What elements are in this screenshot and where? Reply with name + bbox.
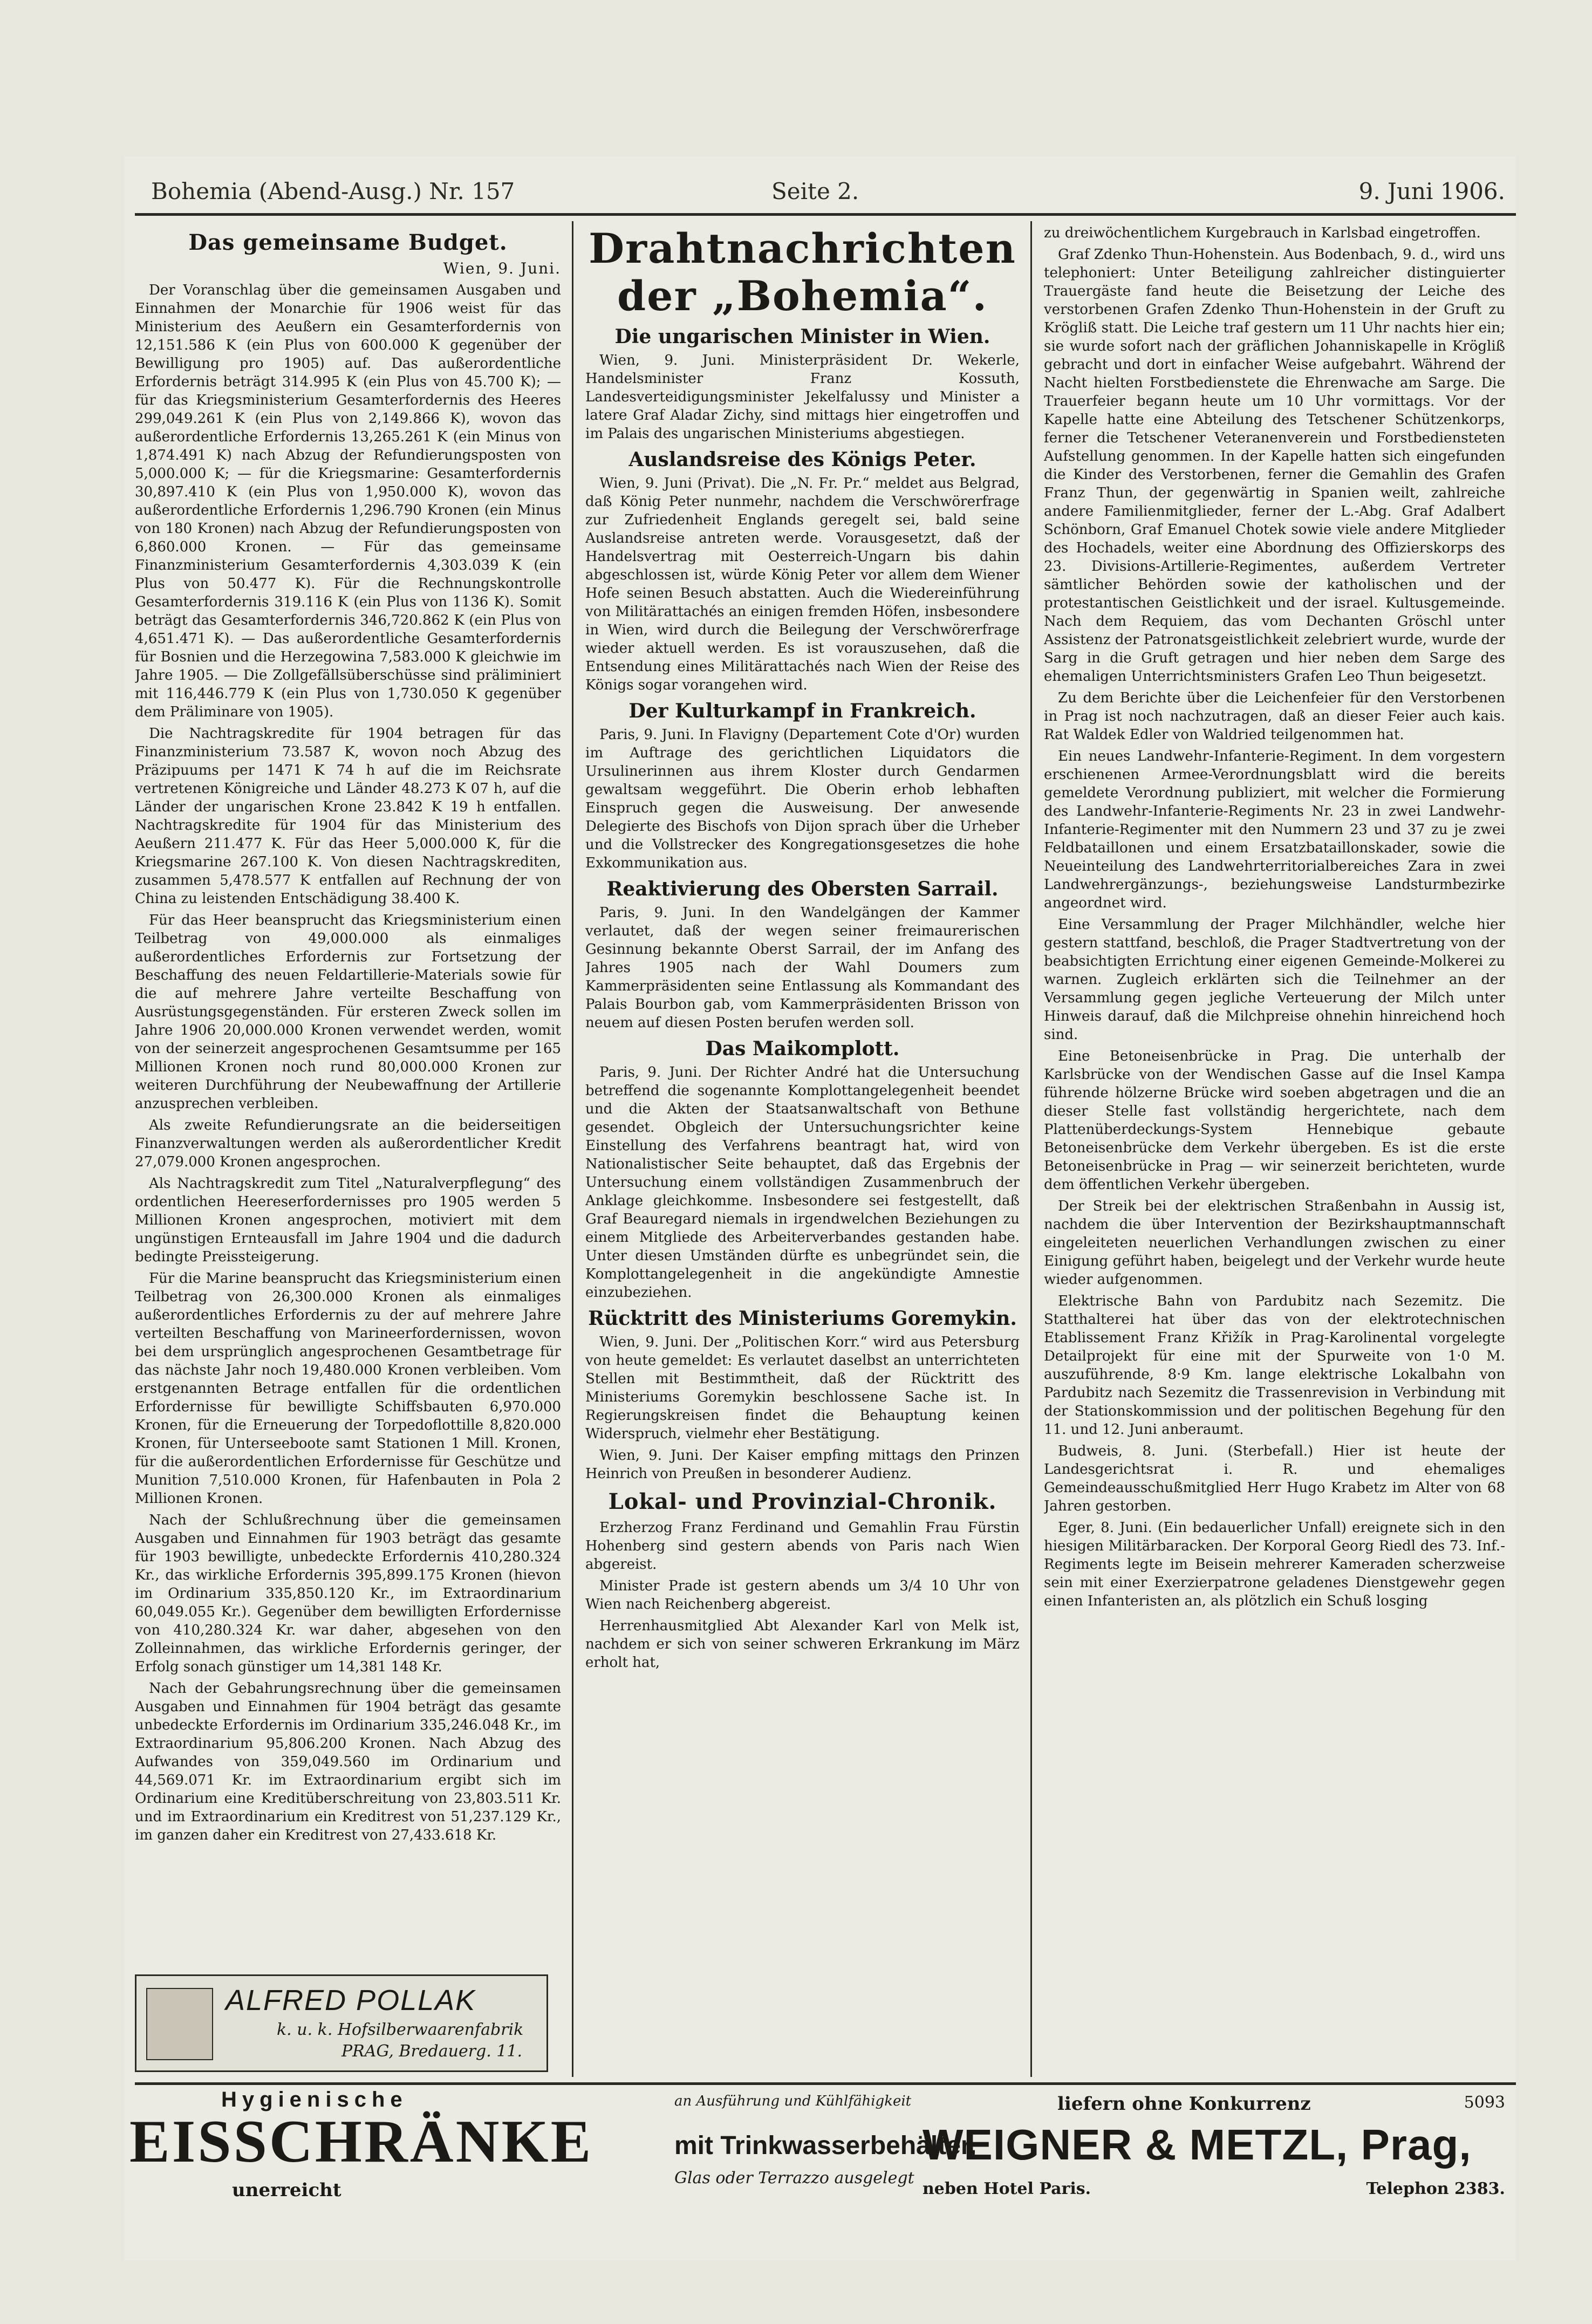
ad-firm: WEIGNER & METZL, Prag,	[923, 2121, 1472, 2169]
paragraph: Ein neues Landwehr-Infanterie-Regiment. In dem vorgestern erschienenen Armee-Verordnungsblatt wird die bereits gemeldete Verordnung publiziert, mit welcher die Formierung des Landwehr-Infanterie-Regiments Nr. 23 in zwei Landwehr-Infanterie-Regimenter mit den Nummern 23 und 37 zu je zwei Feldbataillonen und einem Ersatzbataillonskader, sowie die Neueinteilung des Landwehrterritorialbereiches Zara in zwei Landwehrergänzungs-, beziehungsweise Landsturmbezirke angeordnet wird.	[1044, 748, 1505, 911]
article-title: Reaktivierung des Obersten Sarrail.	[606, 878, 999, 900]
article-title: Rücktritt des Ministeriums Goremykin.	[588, 1307, 1017, 1330]
article-title-budget: Das gemeinsame Budget.	[188, 230, 508, 255]
paragraph: Wien, 9. Juni. Der „Politischen Korr.“ wird aus Petersburg von heute gemeldet: Es verlautet daselbst an unterrichteten Stellen mit Bestimmtheit, daß der Rücktritt des Ministeriums Goremykin beschlossene Sache ist. In Regierungskreisen findet die Behauptung keinen Widerspruch, vielmehr eher Bestätigung.	[585, 1334, 1020, 1442]
paragraph: Für die Marine beansprucht das Kriegsministerium einen Teilbetrag von 26,300.000 Kronen als einmaliges außerordentliches Erfordernis zu der auf mehrere Jahre verteilten Beschaffung von Marineerfordernissen, wovon bei dem ursprünglich angesprochenen Gesamtbetrage für das nächste Jahr noch 19,480.000 Kronen verbleiben. Vom erstgenannten Betrage entfallen für die ordentlichen Erfordernisse für bewilligte Schiffsbauten 6,970.000 Kronen, für die Erneuerung der Torpedoflottille 8,820.000 Kronen, für Unterseeboote samt Stationen 1 Mill. Kronen, für die außerordentlichen Erfordernisse für Geschütze und Munition 7,510.000 Kronen, für Hafenbauten in Pola 2 Millionen Kronen.	[135, 1270, 561, 1507]
ad-feature: mit Trinkwasserbehälter,	[674, 2131, 977, 2160]
page-number: Seite 2.	[771, 178, 859, 204]
issue-date: 9. Juni 1906.	[1358, 178, 1505, 204]
ad-product-name: EISSCHRÄNKE	[129, 2108, 593, 2175]
advertisement-icebox	[124, 2088, 1516, 2239]
paragraph: Der Streik bei der elektrischen Straßenbahn in Aussig ist, nachdem die über Intervention der Bezirkshauptmannschaft eingeleiteten neuerlichen Verhandlungen zwischen zu einer Einigung geführt haben, beigelegt und der Verkehr wurde heute wieder aufgenommen.	[1044, 1198, 1505, 1288]
ad-firm-name: ALFRED POLLAK	[226, 1984, 476, 2017]
dateline: Wien, 9. Juni.	[443, 259, 561, 277]
ad-firm-description: k. u. k. Hofsilberwaarenfabrik	[277, 2020, 524, 2039]
article-title: Die ungarischen Minister in Wien.	[614, 325, 990, 348]
paragraph: Wien, 9. Juni (Privat). Die „N. Fr. Pr.“ meldet aus Belgrad, daß König Peter nunmehr, nachdem die Verschwörerfrage zur Zufriedenheit Englands geregelt sei, bald seine Auslandsreise antreten werde. Vorausgesetzt, daß der Handelsvertrag mit Oesterreich-Ungarn bis dahin abgeschlossen ist, würde König Peter vor allem dem Wiener Hofe seinen Besuch abstatten. Auch die Wiedereinführung von Militärattachés an einigen fremden Höfen, insbesondere in Wien, wird durch die Beilegung der Verschwörerfrage wieder aktuell werden. Es ist vorauszusehen, daß die Entsendung eines Militärattachés nach Wien der Reise des Königs sogar vorangehen wird.	[585, 475, 1020, 693]
header-rule	[135, 213, 1516, 216]
paragraph: Zu dem Berichte über die Leichenfeier für den Verstorbenen in Prag ist noch nachzutragen, daß an dieser Feier auch kais. Rat Waldek Edler von Waldried teilgenommen hat.	[1044, 690, 1505, 743]
page-header	[151, 178, 1505, 210]
ad-firm-address: PRAG, Bredauerg. 11.	[341, 2042, 523, 2061]
paragraph: Erzherzog Franz Ferdinand und Gemahlin Frau Fürstin Hohenberg sind gestern abends von Paris nach Wien abgereist.	[585, 1520, 1020, 1573]
paragraph: Wien, 9. Juni. Der Kaiser empfing mittags den Prinzen Heinrich von Preußen in besonderer Audienz.	[585, 1447, 1020, 1482]
newspaper-page	[124, 156, 1516, 2260]
pollak-logo	[146, 1988, 213, 2060]
column-local-news	[1044, 224, 1505, 2080]
paragraph: Der Voranschlag über die gemeinsamen Ausgaben und Einnahmen der Monarchie für 1906 weist für das Ministerium des Aeußern ein Gesamterfordernis von 12,151.586 K (ein Plus von 600.000 K gegenüber der Bewilligung pro 1905) auf. Das außerordentliche Erfordernis beträgt 314.995 K (ein Plus von 45.700 K); — für das Kriegsministerium Gesamterfordernis des Heeres 299,049.261 K (ein Plus von 2,149.866 K), wovon das außerordentliche Erfordernis 13,265.261 K (ein Minus von 1,874.491 K) nach Abzug der Refundierungsposten von 5,000.000 K; — für die Kriegsmarine: Gesamterfordernis 30,897.410 K (ein Plus von 1,950.000 K), wovon das außerordentliche Erfordernis 1,296.790 Kronen (ein Minus von 180 Kronen) nach Abzug der Refundierungsposten von 6,860.000 Kronen. — Für das gemeinsame Finanzministerium Gesamterfordernis 4,303.039 K (ein Plus von 50.477 K). Für die Rechnungskontrolle Gesamterfordernis 319.116 K (ein Plus von 1136 K). Somit beträgt das Gesamterfordernis 346,720.862 K (ein Plus von 4,651.471 K). — Das außerordentliche Gesamterfordernis für Bosnien und die Herzegowina 7,583.000 K gleichwie im Jahre 1905. — Die Zollgefällsüberschüsse sind präliminiert mit 116,446.779 K (ein Plus von 1,730.050 K gegenüber dem Präliminare von 1905).	[135, 282, 561, 720]
section-title-local-chronicle: Lokal- und Provinzial-Chronik.	[608, 1489, 997, 1514]
paragraph: Als zweite Refundierungsrate an die beiderseitigen Finanzverwaltungen werden als außerordentlicher Kredit 27,079.000 Kronen angesprochen.	[135, 1117, 561, 1170]
paragraph: Die Nachtragskredite für 1904 betragen für das Finanzministerium 73.587 K, wovon noch Abzug des Präzipuums per 1471 K 74 h auf die im Reichsrate vertretenen Königreiche und Länder 48.273 K 07 h, auf die Länder der ungarischen Krone 23.842 K 19 h entfallen. Nachtragskredite für 1904 für das Ministerium des Aeußern 211.477 K. Für das Heer 5,000.000 K, für die Kriegsmarine 267.100 K. Von diesen Nachtragskrediten, zusammen 5,478.577 K entfallen auf Rechnung der von China zu leistenden Entschädigung 38.400 K.	[135, 726, 561, 907]
paragraph: Eine Versammlung der Prager Milchhändler, welche hier gestern stattfand, beschloß, die Prager Stadtvertretung von der beabsichtigten Errichtung einer eigenen Gemeinde-Molkerei zu warnen. Zugleich erklärten sich die Teilnehmer an der Versammlung gegen jegliche Verteuerung der Milch unter Hinweis darauf, daß die Milchpreise ohnehin hinreichend hoch sind.	[1044, 917, 1505, 1043]
ad-unerreicht: unerreicht	[232, 2179, 341, 2201]
paragraph: Paris, 9. Juni. In Flavigny (Departement Cote d'Or) wurden im Auftrage des gerichtlichen Liquidators die Ursulinerinnen aus ihrem Kloster durch Gendarmen gewaltsam weggeführt. Die Oberin erhob lebhaften Einspruch gegen die Ausweisung. Der anwesende Delegierte des Bischofs von Dijon sprach über die Urheber und die Vollstrecker des Kongregationsgesetzes die hohe Exkommunikation aus.	[585, 727, 1020, 871]
ad-address: neben Hotel Paris.	[923, 2179, 1091, 2198]
paragraph: Paris, 9. Juni. In den Wandelgängen der Kammer verlautet, daß der wegen seiner freimaurerischen Gesinnung bekannte Oberst Sarrail, der im Anfang des Jahres 1905 nach der Wahl Doumers zum Kammerpräsidenten seine Entlassung als Kommandant des Palais Bourbon gab, vom Kammerpräsidenten Brisson von neuem auf diesen Posten berufen werden soll.	[585, 905, 1020, 1031]
paragraph: zu dreiwöchentlichem Kurgebrauch in Karlsbad eingetroffen.	[1044, 225, 1481, 241]
paragraph: Minister Prade ist gestern abends um 3/4 10 Uhr von Wien nach Reichenberg abgereist.	[585, 1578, 1020, 1612]
section-title-telegrams: Drahtnachrichten der „Bohemia“.	[589, 224, 1016, 320]
advertisement-pollak	[135, 1974, 548, 2072]
ad-lining: Glas oder Terrazzo ausgelegt	[674, 2169, 914, 2188]
paragraph: Herrenhausmitglied Abt Alexander Karl von Melk ist, nachdem er sich von seiner schweren Erkrankung im März erholt hat,	[585, 1618, 1020, 1671]
column-divider-2	[1030, 221, 1032, 2077]
ad-code: 5093	[1464, 2093, 1505, 2112]
ad-hygienic: Hygienische	[221, 2088, 408, 2111]
paragraph: Nach der Gebahrungsrechnung über die gemeinsamen Ausgaben und Einnahmen für 1904 beträgt das gesamte unbedeckte Erfordernis im Ordinarium 335,246.048 Kr., im Extraordinarium 95,806.200 Kronen. Nach Abzug des Aufwandes von 359,049.560 im Ordinarium und 44,569.071 Kr. im Extraordinarium ergibt sich im Ordinarium eine Kreditüberschreitung von 23,803.511 Kr. und im Extraordinarium ein Kreditrest von 51,237.129 Kr., im ganzen daher ein Kreditrest von 27,433.618 Kr.	[135, 1680, 561, 1843]
ad-separator-rule	[135, 2082, 1516, 2085]
paragraph: Als Nachtragskredit zum Titel „Naturalverpflegung“ des ordentlichen Heereserfordernisses pro 1905 werden 5 Millionen Kronen angesprochen, motiviert mit dem ungünstigen Ernteausfall im Jahre 1904 und die dadurch bedingte Preissteigerung.	[135, 1175, 561, 1265]
article-title: Der Kulturkampf in Frankreich.	[628, 700, 976, 722]
ad-telephone: Telephon 2383.	[1366, 2179, 1505, 2198]
paragraph: Budweis, 8. Juni. (Sterbefall.) Hier ist heute der Landesgerichtsrat i. R. und ehemaliges Gemeindeausschußmitglied Herr Hugo Krabetz im Alter von 68 Jahren gestorben.	[1044, 1443, 1505, 1514]
paragraph: Für das Heer beansprucht das Kriegsministerium einen Teilbetrag von 49,000.000 als einmaliges außerordentliches Erfordernis zur Fortsetzung der Beschaffung des neuen Feldartillerie-Materials sowie für die auf mehrere Jahre verteilte Beschaffung von Ausrüstungsgegenständen. Für ersteren Zweck sollen im Jahre 1906 20,000.000 Kronen verwendet werden, womit von der seinerzeit angesprochenen Gesamtsumme per 165 Millionen Kronen noch rund 80,000.000 Kronen zur weiteren Durchführung der Neubewaffnung der Artillerie anzusprechen verbleiben.	[135, 912, 561, 1112]
paragraph: Elektrische Bahn von Pardubitz nach Sezemitz. Die Statthalterei hat über das von der elektrotechnischen Etablissement Franz Křižík in Prag-Karolinental vorgelegte Detailprojekt für eine mit der Spurweite von 1·0 M. auszuführende, 8·9 Km. lange elektrische Lokalbahn von Pardubitz nach Sezemitz die Trassenrevision in Verbindung mit der Stationskommission und der politischen Begehung für den 11. und 12. Juni anberaumt.	[1044, 1293, 1505, 1438]
column-telegrams	[585, 224, 1020, 2080]
ad-quality-line: an Ausführung und Kühlfähigkeit	[674, 2093, 912, 2109]
paragraph: Eger, 8. Juni. (Ein bedauerlicher Unfall) ereignete sich in den hiesigen Militärbaracken. Der Korporal Georg Riedl des 73. Inf.-Regiments legte im Beisein mehrerer Kameraden scherzweise sein mit einer Exerzierpatrone geladenes Dienstgewehr gegen einen Infanteristen an, als plötzlich ein Schuß losging	[1044, 1520, 1505, 1609]
paragraph: Graf Zdenko Thun-Hohenstein. Aus Bodenbach, 9. d., wird uns telephoniert: Unter Beteiligung zahlreicher distinguierter Trauergäste fand heute die Beisetzung der Leiche des verstorbenen Grafen Zdenko Thun-Hohenstein in der Gruft zu Krögliß statt. Die Leiche traf gestern um 11 Uhr nachts hier ein; sie wurde sofort nach der gräflichen Johanniskapelle in Krögliß gebracht und dort in einfacher Weise aufgebahrt. Während der Nacht hielten Forstbedienstete die Ehrenwache am Sarge. Die Trauerfeier begann heute um 10 Uhr vormittags. Vor der Kapelle hatte eine Abteilung des Tetschener Schützenkorps, ferner die Tetschener Veteranenverein und Forstbediensteten Aufstellung genommen. In der Kapelle hatten sich eingefunden die Kinder des Verstorbenen, ferner die Gemahlin des Grafen Franz Thun, der gegenwärtig in Spanien weilt, zahlreiche andere Familienmitglieder, ferner der L.-Abg. Graf Adalbert Schönborn, Graf Emanuel Chotek sowie viele andere Mitglieder des Hochadels, weiter eine Abordnung des Offizierskorps des 23. Divisions-Artillerie-Regimentes, außerdem Vertreter sämtlicher Behörden sowie der katholischen und der protestantischen Geistlichkeit und der israel. Kultusgemeinde. Nach dem Requiem, das vom Dechanten Gröschl unter Assistenz der Patronatsgeistlichkeit zelebriert wurde, wurde der Sarg in die Gruft getragen und hier neben dem Sarge des ehemaligen Unterrichtsministers Grafen Leo Thun beigesetzt.	[1044, 247, 1505, 685]
publication-name: Bohemia (Abend-Ausg.) Nr. 157	[151, 178, 515, 204]
article-title: Auslandsreise des Königs Peter.	[628, 448, 976, 471]
column-budget	[135, 224, 561, 1966]
paragraph: Eine Betoneisenbrücke in Prag. Die unterhalb der Karlsbrücke von der Wendischen Gasse auf die Insel Kampa führende hölzerne Brücke wird soeben abgetragen und die an dieser Stelle fast vollständig hergerichtete, nach dem Plattenüberdeckungs-System Hennebique gebaute Betoneisenbrücke dem Verkehr übergeben. Es ist die erste Betoneisenbrücke in Prag — wir seinerzeit berichteten, wurde dem öffentlichen Verkehr übergeben.	[1044, 1048, 1505, 1193]
article-title: Das Maikomplott.	[705, 1037, 900, 1060]
column-divider-1	[572, 221, 573, 2077]
paragraph: Wien, 9. Juni. Ministerpräsident Dr. Wekerle, Handelsminister Franz Kossuth, Landesverteidigungsminister Jekelfalussy und Minister a latere Graf Aladar Zichy, sind mittags hier eingetroffen und im Palais des ungarischen Ministeriums abgestiegen.	[585, 352, 1020, 442]
paragraph: Paris, 9. Juni. Der Richter André hat die Untersuchung betreffend die sogenannte Komplottangelegenheit beendet und die Akten der Staatsanwaltschaft von Bethune gesendet. Obgleich der Untersuchungsrichter keine Einstellung des Verfahrens beantragt hat, wird von Nationalistischer Seite behauptet, daß das Ergebnis der Untersuchung einem vollständigen Zusammenbruch der Anklage gleichkomme. Insbesondere sei festgestellt, daß Graf Beauregard niemals in irgendwelchen Beziehungen zu einem Mitgliede des Arbeiterverbandes gestanden habe. Unter diesen Umständen dürfte es unbegründet sein, die Komplottangelegenheit in die angekündigte Amnestie einzubeziehen.	[585, 1064, 1020, 1301]
paragraph: Nach der Schlußrechnung über die gemeinsamen Ausgaben und Einnahmen für 1903 beträgt das gesamte für 1903 bewilligte, unbedeckte Erfordernis 410,280.324 Kr., das wirkliche Erfordernis 395,899.175 Kronen (hievon im Ordinarium 335,850.120 Kr., im Extraordinarium 60,049.055 Kr.). Gegenüber dem bewilligten Erfordernisse von 410,280.324 Kr. war daher, abgesehen von den Zolleinnahmen, das wirkliche Erfordernis geringer, der Erfolg sonach günstiger um 14,381 148 Kr.	[135, 1512, 561, 1675]
ad-supply-line: liefern ohne Konkurrenz	[1057, 2093, 1311, 2115]
